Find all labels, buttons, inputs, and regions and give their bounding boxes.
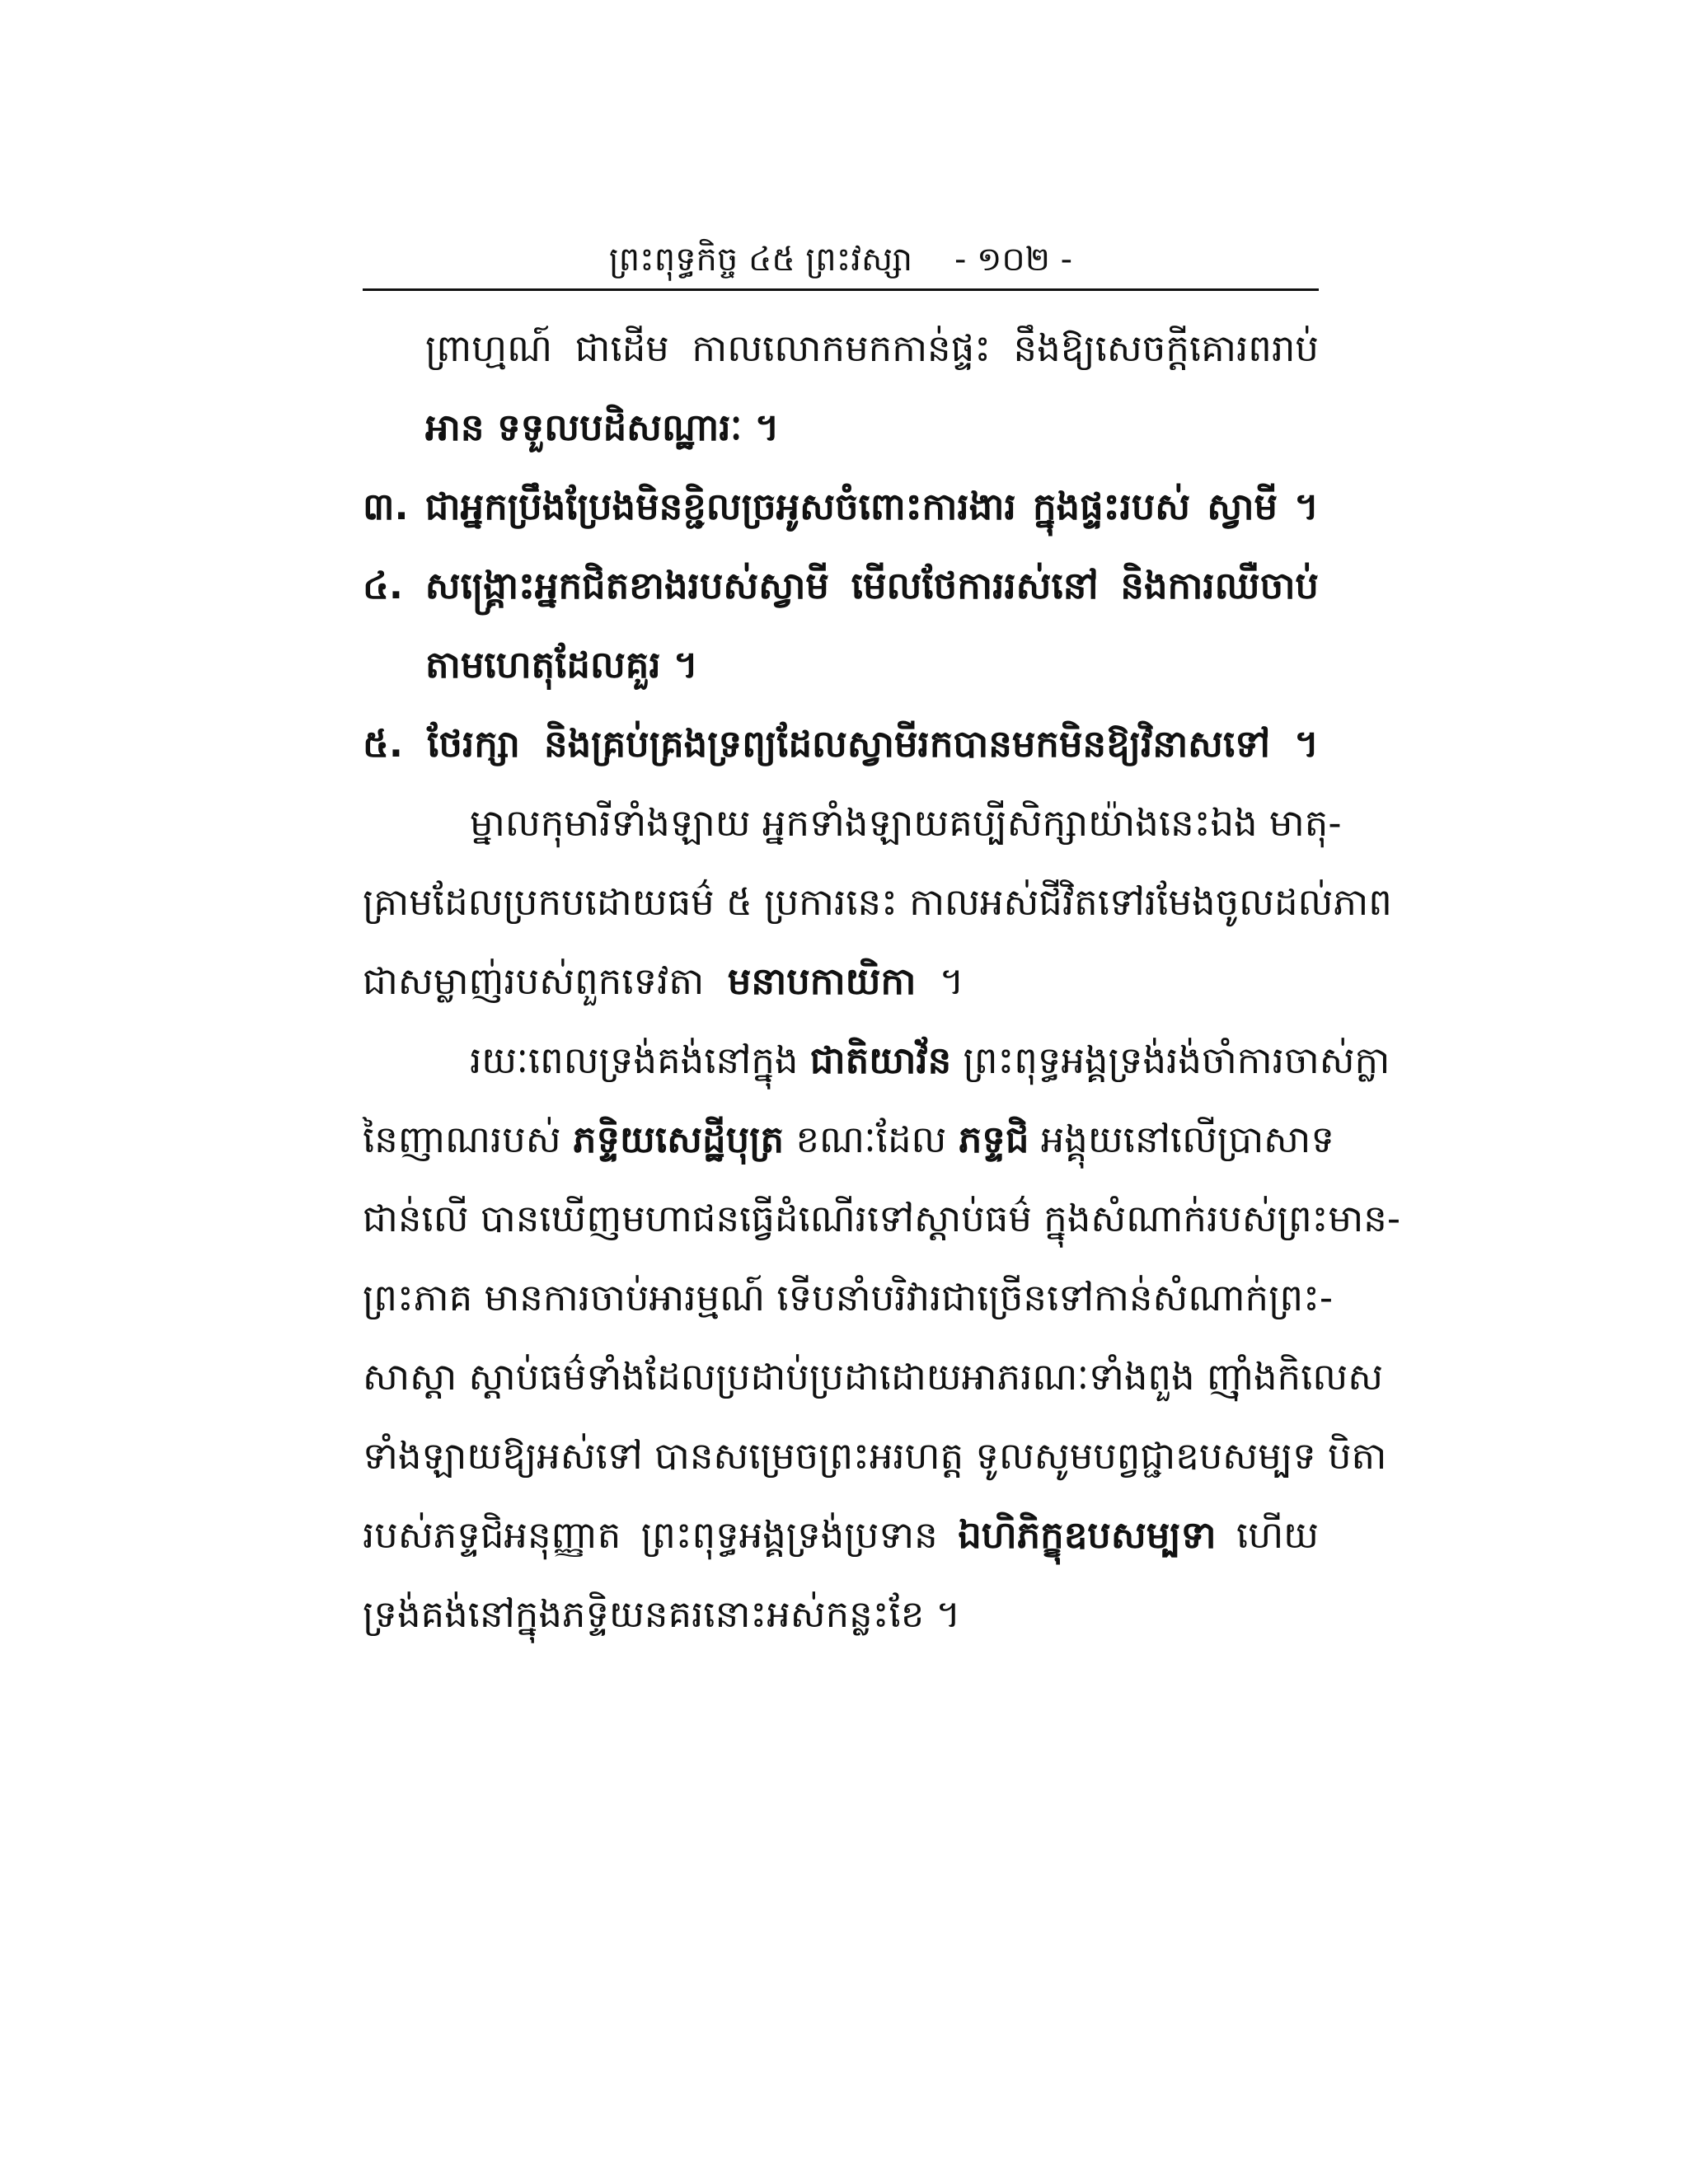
text-line: ព្រាហ្មណ៍ ជាដើម កាលលោកមកកាន់ផ្ទះ នឹងឱ្យសេចក្តីគោរពរាប់ [425,326,1319,370]
paragraph-line: ទាំងឡាយឱ្យអស់ទៅ បានសម្រេចព្រះអរហត្ត ទូលសូមបព្វជ្ជាឧបសម្បទ បិតា [363,1434,1387,1478]
paragraph-line: រយៈពេលទ្រង់គង់នៅក្នុង ជាតិយាវ័ន ព្រះពុទ្ធអង្គទ្រង់រង់ចាំការចាស់ក្លា [470,1038,1390,1082]
place-name: ជាតិយាវ័ន [809,1038,952,1082]
page-header [363,232,1319,287]
text-line: តាមហេតុដែលគួរ ។ [425,643,698,687]
paragraph-line: នៃញាណរបស់ ភទ្ទិយសេដ្ឋីបុត្រ ខណៈដែល ភទ្ទជិ អង្គុយនៅលើប្រាសាទ [363,1118,1334,1161]
text-line: អាន ទទួលបដិសណ្ឋារៈ ។ [425,405,780,449]
running-title: ព្រះពុទ្ធកិច្ច ៤៥ ព្រះវស្សា [608,241,913,279]
paragraph-line: ជាសម្លាញ់របស់ពួកទេវតា មនាបកាយិកា ។ [363,959,964,1003]
paragraph-line: ជាន់លើ បានឃើញមហាជនធ្វើដំណើរទៅស្តាប់ធម៌ ក្នុងសំណាក់របស់ព្រះមាន- [363,1197,1401,1240]
person-name: ភទ្ទិយសេដ្ឋីបុត្រ [572,1118,785,1161]
page-number: - ១០២ - [954,241,1073,279]
body-text [363,309,1401,1654]
paragraph-line: របស់ភទ្ទជិអនុញ្ញាត ព្រះពុទ្ធអង្គទ្រង់ប្រទាន ឯហិភិក្ខុឧបសម្បទា ហើយ [363,1513,1320,1557]
list-item-3: ៣. ជាអ្នកប្រឹងប្រែងមិនខ្ជិលច្រអូសចំពោះការងារ ក្នុងផ្ទះរបស់ ស្វាមី ។ [363,485,1319,528]
person-name: ភទ្ទជិ [958,1118,1029,1161]
deity-name: មនាបកាយិកា [727,959,917,1003]
paragraph-line: ព្រះភាគ មានការចាប់អារម្មណ៍ ទើបនាំបរិវារជាច្រើនទៅកាន់សំណាក់ព្រះ- [363,1276,1334,1319]
header-rule [363,288,1319,291]
paragraph-line: សាស្តា ស្តាប់ធម៌ទាំងដែលប្រដាប់ប្រដាដោយអាភរណៈទាំងពួង ញ៉ាំងកិលេស [363,1355,1384,1399]
list-item-5: ៥. ថែរក្សា និងគ្រប់គ្រងទ្រព្យដែលស្វាមីរកបានមកមិនឱ្យវិនាសទៅ ។ [363,722,1319,766]
paragraph-line: គ្រាមដែលប្រកបដោយធម៌ ៥ ប្រការនេះ កាលអស់ជីវិតទៅរមែងចូលដល់ភាព [363,880,1392,924]
paragraph-line: ម្នាលកុមារីទាំងឡាយ អ្នកទាំងឡាយគប្បីសិក្សាយ៉ាងនេះឯង មាតុ- [470,801,1342,845]
ordination-term: ឯហិភិក្ខុឧបសម្បទា [958,1513,1217,1557]
list-item-4: ៤. សង្គ្រោះអ្នកជិតខាងរបស់ស្វាមី មើលថែការរស់នៅ និងការឈឺចាប់ [363,564,1319,607]
paragraph-line: ទ្រង់គង់នៅក្នុងភទ្ទិយនគរនោះអស់កន្លះខែ ។ [363,1592,961,1636]
